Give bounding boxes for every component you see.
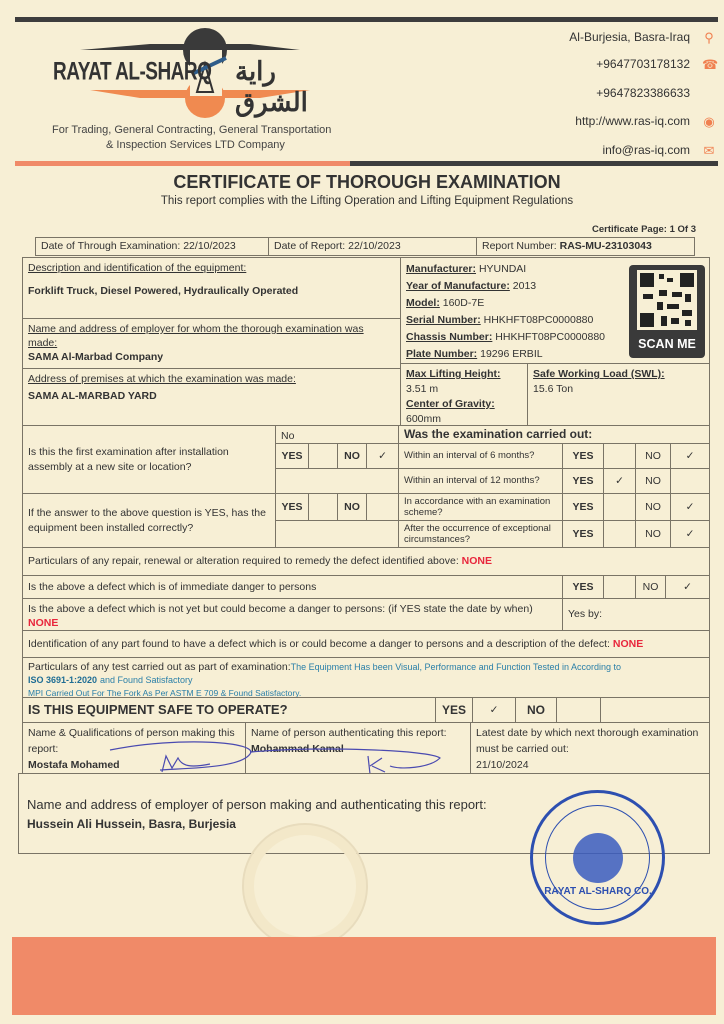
- serial-label: Serial Number:: [406, 314, 481, 326]
- height-label: Max Lifting Height:: [406, 368, 501, 380]
- contact-website[interactable]: http://www.ras-iq.com: [575, 114, 690, 128]
- c4-yes: YES: [562, 520, 604, 548]
- employer-value: SAMA Al-Marbad Company: [28, 351, 164, 364]
- height-value: 3.51 m: [406, 383, 439, 395]
- could-become-danger-label: Is the above a defect which is not yet but could become a danger to persons: (if YES state the date by when): [28, 603, 533, 615]
- globe-icon: ◉: [703, 114, 715, 129]
- description-label: Description and identification of the equipment:: [28, 262, 247, 274]
- swl-label: Safe Working Load (SWL):: [533, 368, 665, 380]
- c4-no-check[interactable]: ✓: [670, 520, 710, 548]
- premises-label: Address of premises at which the examination was made:: [28, 373, 296, 385]
- authenticator-label: Name of person authenticating this report:: [251, 727, 447, 739]
- test-line-3: MPI Carried Out For The Fork As Per ASTM E 709 & Found Satisfactory.: [28, 688, 302, 699]
- immediate-yes-box[interactable]: [603, 575, 636, 599]
- c2-yes: YES: [562, 468, 604, 494]
- serial-value: HHKHFT08PC0000880: [483, 314, 594, 326]
- model-label: Model:: [406, 297, 440, 309]
- safe-yes: YES: [435, 697, 473, 723]
- repair-label: Particulars of any repair, renewal or alteration required to remedy the defect identified above:: [28, 555, 459, 568]
- qr-code[interactable]: [629, 265, 705, 358]
- test-line-1: The Equipment Has been Visual, Performance and Function Tested in According to: [290, 662, 622, 672]
- report-number-label: Report Number:: [482, 240, 557, 253]
- immediate-yes: YES: [562, 575, 604, 599]
- question-installed: If the answer to the above question is YES, has the equipment been installed correctly?: [28, 507, 266, 534]
- model-value: 160D-7E: [442, 297, 485, 309]
- test-line-2: and Found Satisfactory: [99, 675, 193, 686]
- repair-value: NONE: [461, 555, 493, 568]
- contact-address: Al-Burjesia, Basra-Iraq: [569, 30, 690, 44]
- qr-code-icon: [637, 270, 697, 330]
- top-bar: [15, 17, 718, 22]
- swl-value: 15.6 Ton: [533, 383, 574, 395]
- exam-date: Date of Through Examination: 22/10/2023: [41, 240, 236, 253]
- test-iso: ISO 3691-1:2020: [28, 675, 98, 686]
- c4-yes-box[interactable]: [603, 520, 636, 548]
- tagline-1: For Trading, General Contracting, General Transportation: [52, 124, 332, 136]
- immediate-danger-label: Is the above a defect which is of immediate danger to persons: [28, 580, 317, 593]
- safe-yes-check[interactable]: ✓: [472, 697, 516, 723]
- c1-yes-box[interactable]: [603, 443, 636, 469]
- q1-yes-box[interactable]: [308, 443, 338, 469]
- c3-no: NO: [635, 493, 671, 521]
- plate-label: Plate Number:: [406, 348, 478, 360]
- location-icon: ⚲: [704, 30, 714, 45]
- phone-icon: ☎: [702, 57, 719, 72]
- maker-label: Name & Qualifications of person making this report:: [28, 727, 235, 755]
- could-become-value: NONE: [28, 617, 59, 630]
- footer-band: [12, 937, 716, 1015]
- identification-label: Identification of any part found to have a defect which is or could become a danger to persons and a description of the defect:: [28, 637, 610, 650]
- c3-no-check[interactable]: ✓: [670, 493, 710, 521]
- safe-no-box[interactable]: [556, 697, 601, 723]
- carried-6-months: Within an interval of 6 months?: [404, 449, 535, 461]
- certificate-title: CERTIFICATE OF THOROUGH EXAMINATION: [173, 172, 561, 192]
- embossed-seal: [242, 823, 368, 949]
- q1-no: NO: [337, 443, 367, 469]
- employer2-value: Hussein Ali Hussein, Basra, Burjesia: [27, 816, 236, 831]
- signature-maker-icon: [100, 738, 450, 778]
- logo: [50, 28, 350, 118]
- certificate-page: Certificate Page: 1 Of 3: [591, 224, 696, 235]
- employer-label: Name and address of employer for whom the thorough examination was made:: [28, 323, 364, 350]
- carried-scheme: In accordance with an examination scheme?: [404, 495, 551, 518]
- first-exam-note: No: [281, 430, 295, 442]
- year-label: Year of Manufacture:: [406, 280, 510, 292]
- authenticator-name: Mohammad Kamal: [251, 742, 344, 755]
- company-stamp: RAYAT AL-SHARQ CO.: [530, 790, 665, 925]
- c4-no: NO: [635, 520, 671, 548]
- question-first-exam: Is this the first examination after installation assembly at a new site or location?: [28, 446, 229, 473]
- q1-yes: YES: [275, 443, 309, 469]
- cog-label: Center of Gravity:: [406, 398, 495, 410]
- cog-value: 600mm: [406, 413, 442, 425]
- chassis-label: Chassis Number:: [406, 331, 493, 343]
- report-date: Date of Report: 22/10/2023: [274, 240, 401, 253]
- employer2-label: Name and address of employer of person making and authenticating this report:: [27, 797, 487, 812]
- contact-phone-1: +9647703178132: [596, 57, 690, 71]
- maker-name: Mostafa Mohamed: [28, 758, 120, 771]
- q2-yes: YES: [275, 493, 309, 521]
- q1-no-check[interactable]: ✓: [366, 443, 399, 469]
- safe-to-operate-label: IS THIS EQUIPMENT SAFE TO OPERATE?: [28, 702, 288, 718]
- c3-yes: YES: [562, 493, 604, 521]
- safe-no: NO: [515, 697, 557, 723]
- carried-exceptional: After the occurrence of exceptional circumstances?: [404, 522, 551, 545]
- contact-email[interactable]: info@ras-iq.com: [602, 143, 690, 157]
- chassis-value: HHKHFT08PC0000880: [495, 331, 606, 343]
- immediate-no: NO: [635, 575, 666, 599]
- yes-by-label: Yes by:: [568, 608, 603, 621]
- carried-12-months: Within an interval of 12 months?: [404, 474, 540, 486]
- company-name-ar: راية الشرق: [235, 56, 308, 117]
- scan-me-label: SCAN ME: [638, 337, 696, 351]
- description-value: Forklift Truck, Diesel Powered, Hydraulically Operated: [28, 285, 299, 298]
- c2-yes-check[interactable]: ✓: [603, 468, 636, 494]
- contact-phone-2: +9647823386633: [596, 86, 690, 100]
- c1-yes: YES: [562, 443, 604, 469]
- q2-no-box[interactable]: [366, 493, 399, 521]
- c2-no-box[interactable]: [670, 468, 710, 494]
- c1-no: NO: [635, 443, 671, 469]
- c2-no: NO: [635, 468, 671, 494]
- immediate-no-check[interactable]: ✓: [665, 575, 710, 599]
- next-exam-label: Latest date by which next thorough examination must be carried out:: [476, 727, 699, 755]
- c1-no-check[interactable]: ✓: [670, 443, 710, 469]
- tagline-2: & Inspection Services LTD Company: [106, 139, 285, 151]
- c3-yes-box[interactable]: [603, 493, 636, 521]
- mail-icon: ✉: [703, 143, 715, 158]
- manufacturer-label: Manufacturer:: [406, 263, 477, 275]
- certificate-subtitle: This report complies with the Lifting Operation and Lifting Equipment Regulations: [160, 195, 574, 207]
- premises-value: SAMA AL-MARBAD YARD: [28, 390, 157, 403]
- manufacturer-value: HYUNDAI: [478, 263, 527, 275]
- year-value: 2013: [512, 280, 537, 292]
- q2-no: NO: [337, 493, 367, 521]
- plate-value: 19296 ERBIL: [480, 348, 543, 360]
- identification-value: NONE: [612, 637, 644, 650]
- divider-orange: [15, 161, 350, 166]
- q2-yes-box[interactable]: [308, 493, 338, 521]
- report-number: RAS-MU-23103043: [559, 240, 652, 253]
- test-label: Particulars of any test carried out as part of examination:: [28, 661, 291, 673]
- divider-dark: [350, 161, 718, 166]
- carried-out-header: Was the examination carried out:: [404, 427, 593, 442]
- next-exam-date: 21/10/2024: [476, 758, 529, 771]
- company-name-en: RAYAT AL-SHARQ: [53, 58, 212, 86]
